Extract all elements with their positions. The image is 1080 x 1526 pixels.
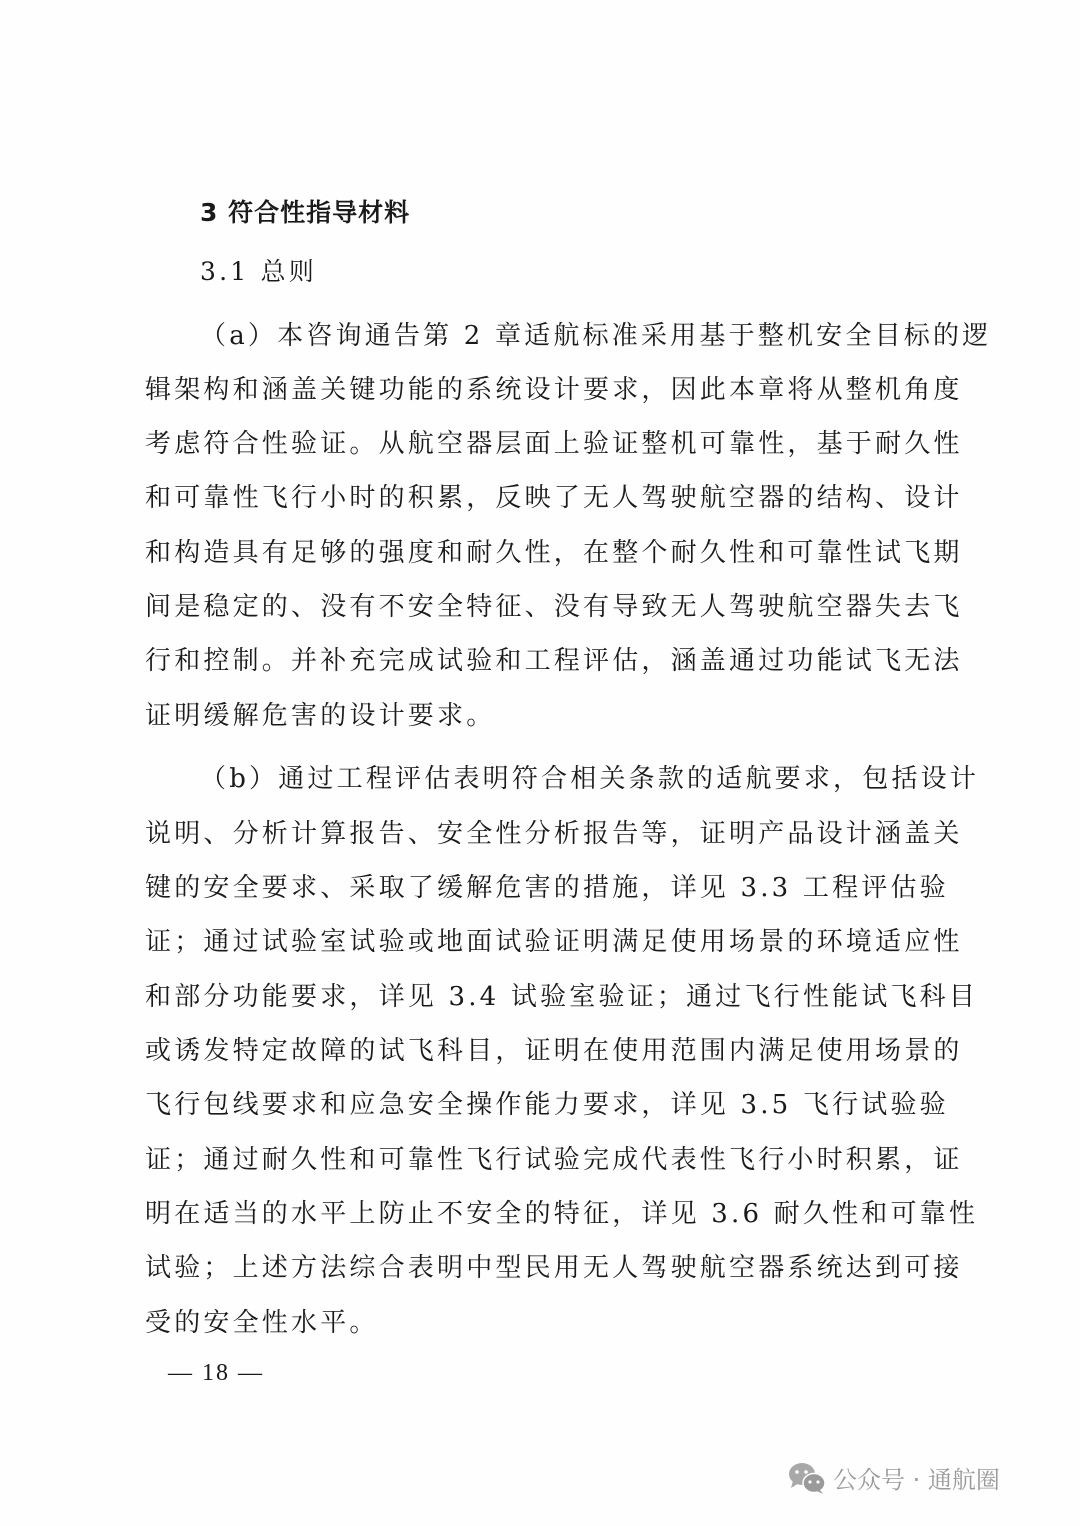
paragraph-line: 和可靠性飞行小时的积累，反映了无人驾驶航空器的结构、设计 xyxy=(145,483,963,513)
section-heading: 3 符合性指导材料 xyxy=(200,198,411,227)
paragraph-line: 证；通过试验室试验或地面试验证明满足使用场景的环境适应性 xyxy=(145,927,963,957)
paragraph-line: 试验；上述方法综合表明中型民用无人驾驶航空器系统达到可接 xyxy=(145,1253,963,1283)
wechat-icon xyxy=(787,1461,827,1495)
paragraph-line: 辑架构和涵盖关键功能的系统设计要求，因此本章将从整机角度 xyxy=(145,375,963,405)
paragraph-line: 间是稳定的、没有不安全特征、没有导致无人驾驶航空器失去飞 xyxy=(145,592,963,622)
paragraph-line: 或诱发特定故障的试飞科目，证明在使用范围内满足使用场景的 xyxy=(145,1036,963,1066)
paragraph-line: 受的安全性水平。 xyxy=(145,1308,379,1338)
watermark xyxy=(787,1460,1000,1495)
paragraph-line: 说明、分析计算报告、安全性分析报告等，证明产品设计涵盖关 xyxy=(145,819,963,849)
paragraph-line: 和构造具有足够的强度和耐久性，在整个耐久性和可靠性试飞期 xyxy=(145,538,963,568)
paragraph-line: 证；通过耐久性和可靠性飞行试验完成代表性飞行小时积累，证 xyxy=(145,1145,963,1175)
paragraph-line: 和部分功能要求，详见 3.4 试验室验证；通过飞行性能试飞科目 xyxy=(145,982,979,1012)
page-number: — 18 — xyxy=(168,1360,264,1386)
paragraph-line: 考虑符合性验证。从航空器层面上验证整机可靠性，基于耐久性 xyxy=(145,429,963,459)
watermark-text: 公众号 · 通航圈 xyxy=(833,1466,1000,1494)
paragraph-line: 明在适当的水平上防止不安全的特征，详见 3.6 耐久性和可靠性 xyxy=(145,1199,979,1229)
paragraph-line: 行和控制。并补充完成试验和工程评估，涵盖通过功能试飞无法 xyxy=(145,646,963,676)
paragraph-line: 键的安全要求、采取了缓解危害的措施，详见 3.3 工程评估验 xyxy=(145,873,949,903)
paragraph-line: 证明缓解危害的设计要求。 xyxy=(145,701,496,731)
paragraph-line: 飞行包线要求和应急安全操作能力要求，详见 3.5 飞行试验验 xyxy=(145,1090,949,1120)
paragraph-line: （b）通过工程评估表明符合相关条款的适航要求，包括设计 xyxy=(200,764,980,794)
subsection-heading: 3.1 总则 xyxy=(200,257,317,286)
paragraph-line: （a）本咨询通告第 2 章适航标准采用基于整机安全目标的逻 xyxy=(200,321,992,351)
